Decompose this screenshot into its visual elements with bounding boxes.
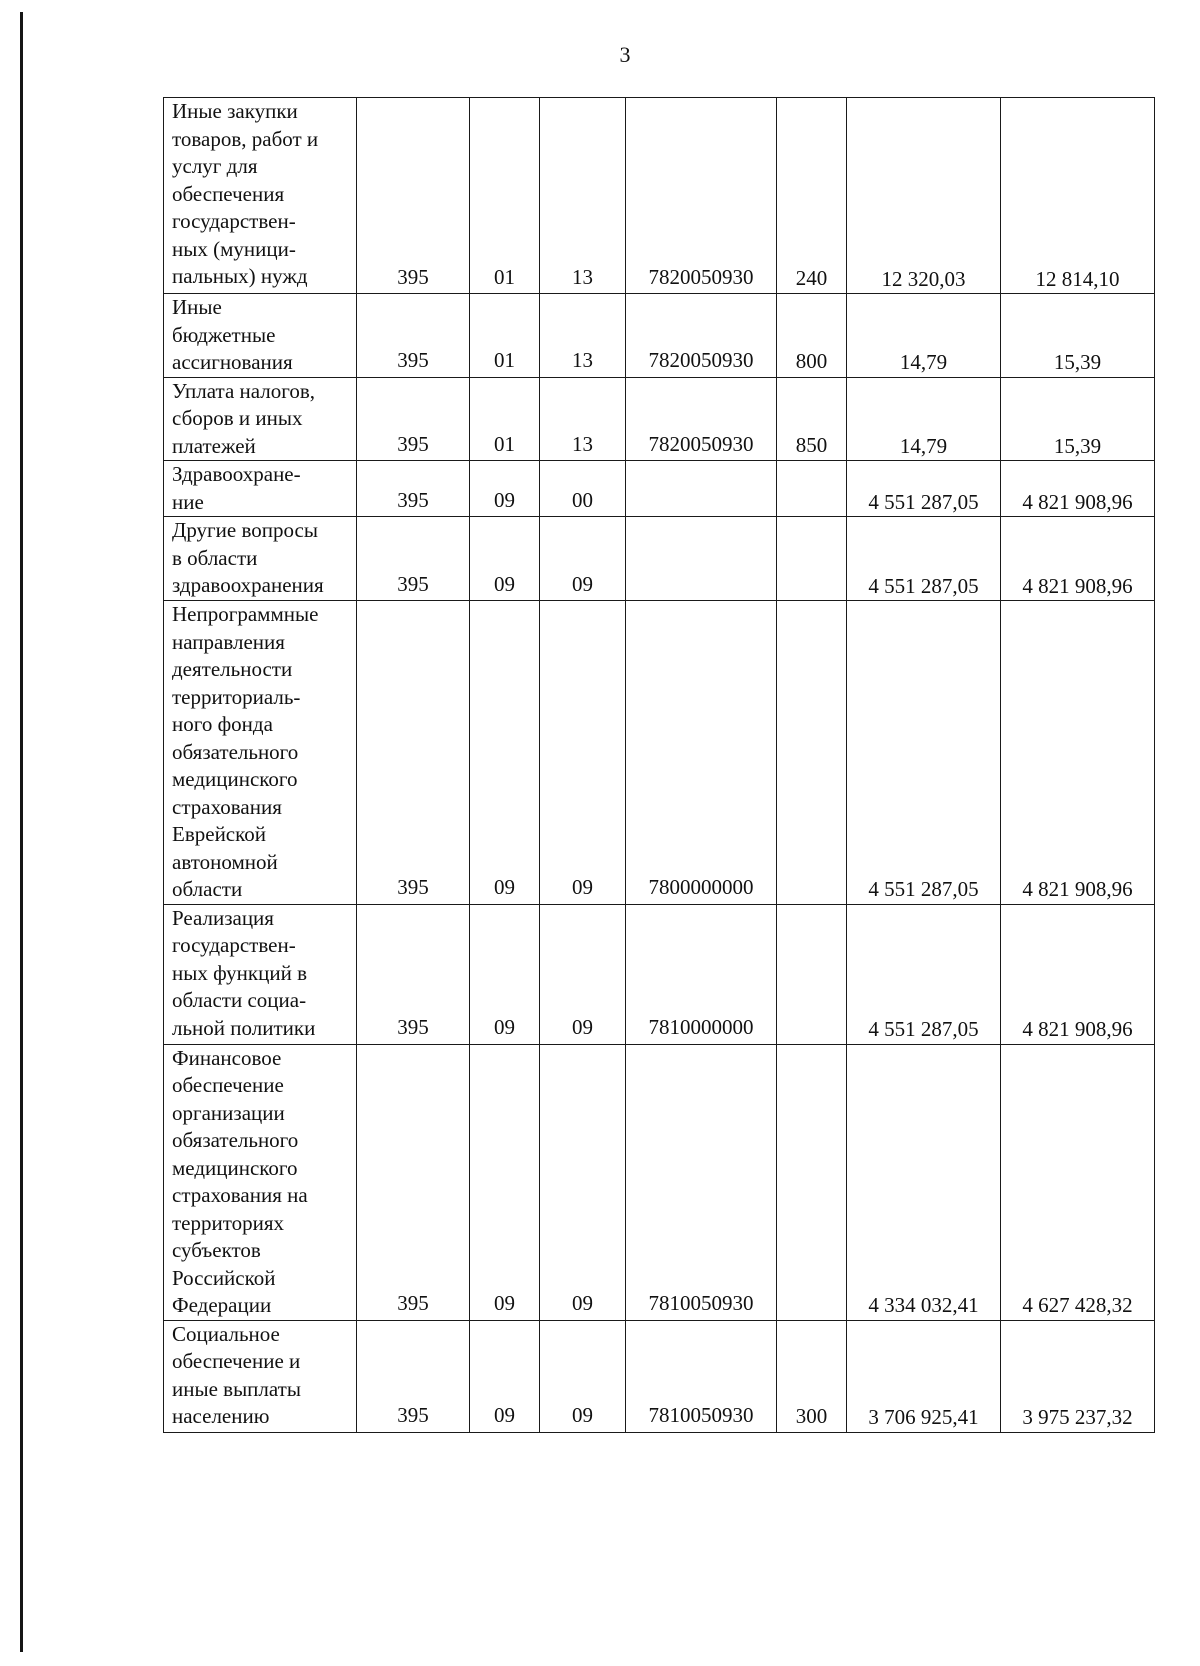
budget-table [163, 97, 1155, 1433]
section-code: 09 [470, 1320, 540, 1432]
expense-type-code [777, 601, 847, 905]
section-code: 09 [470, 601, 540, 905]
expense-type-code: 300 [777, 1320, 847, 1432]
table-row [164, 517, 1155, 601]
amount-year-2: 4 821 908,96 [1001, 904, 1155, 1044]
row-name: Здравоохране- ние [164, 461, 357, 517]
section-code: 01 [470, 377, 540, 461]
table-row [164, 294, 1155, 378]
table-row [164, 98, 1155, 294]
grbs-code: 395 [357, 1044, 470, 1320]
grbs-code: 395 [357, 1320, 470, 1432]
expense-type-code: 800 [777, 294, 847, 378]
amount-year-2: 12 814,10 [1001, 98, 1155, 294]
grbs-code: 395 [357, 294, 470, 378]
amount-year-1: 4 551 287,05 [847, 904, 1001, 1044]
table-row [164, 601, 1155, 905]
table-row [164, 377, 1155, 461]
subsection-code: 09 [540, 1044, 626, 1320]
grbs-code: 395 [357, 377, 470, 461]
amount-year-2: 4 627 428,32 [1001, 1044, 1155, 1320]
subsection-code: 09 [540, 904, 626, 1044]
section-code: 09 [470, 1044, 540, 1320]
row-name: Другие вопросы в области здравоохранения [164, 517, 357, 601]
target-article-code: 7810000000 [626, 904, 777, 1044]
row-name: Социальное обеспечение и иные выплаты населению [164, 1320, 357, 1432]
amount-year-1: 14,79 [847, 294, 1001, 378]
amount-year-2: 4 821 908,96 [1001, 461, 1155, 517]
row-name: Иные бюджетные ассигнования [164, 294, 357, 378]
subsection-code: 09 [540, 1320, 626, 1432]
expense-type-code: 240 [777, 98, 847, 294]
subsection-code: 00 [540, 461, 626, 517]
table-row [164, 1044, 1155, 1320]
row-name: Иные закупки товаров, работ и услуг для обеспечения государствен- ных (муници- пальных) нужд [164, 98, 357, 294]
target-article-code: 7810050930 [626, 1320, 777, 1432]
section-code: 09 [470, 461, 540, 517]
grbs-code: 395 [357, 98, 470, 294]
target-article-code [626, 461, 777, 517]
subsection-code: 13 [540, 98, 626, 294]
row-name: Реализация государствен- ных функций в области социа- льной политики [164, 904, 357, 1044]
row-name: Уплата налогов, сборов и иных платежей [164, 377, 357, 461]
amount-year-2: 3 975 237,32 [1001, 1320, 1155, 1432]
section-code: 09 [470, 517, 540, 601]
table-row [164, 461, 1155, 517]
grbs-code: 395 [357, 904, 470, 1044]
amount-year-1: 4 551 287,05 [847, 517, 1001, 601]
amount-year-1: 3 706 925,41 [847, 1320, 1001, 1432]
amount-year-2: 15,39 [1001, 377, 1155, 461]
expense-type-code: 850 [777, 377, 847, 461]
subsection-code: 13 [540, 294, 626, 378]
grbs-code: 395 [357, 517, 470, 601]
amount-year-2: 4 821 908,96 [1001, 601, 1155, 905]
grbs-code: 395 [357, 601, 470, 905]
page-number: 3 [619, 42, 631, 67]
expense-type-code [777, 904, 847, 1044]
target-article-code: 7810050930 [626, 1044, 777, 1320]
row-name: Финансовое обеспечение организации обязательного медицинского страхования на территориях субъектов Российской Федерации [164, 1044, 357, 1320]
section-code: 01 [470, 98, 540, 294]
amount-year-1: 14,79 [847, 377, 1001, 461]
amount-year-2: 15,39 [1001, 294, 1155, 378]
section-code: 09 [470, 904, 540, 1044]
section-code: 01 [470, 294, 540, 378]
amount-year-1: 4 551 287,05 [847, 461, 1001, 517]
subsection-code: 09 [540, 517, 626, 601]
table-row [164, 904, 1155, 1044]
target-article-code: 7820050930 [626, 377, 777, 461]
table-row [164, 1320, 1155, 1432]
target-article-code: 7800000000 [626, 601, 777, 905]
row-name: Непрограммные направления деятельности территориаль- ного фонда обязательного медицинского страхования Еврейской автономной области [164, 601, 357, 905]
amount-year-1: 4 551 287,05 [847, 601, 1001, 905]
expense-type-code [777, 517, 847, 601]
margin-binding-line [20, 12, 23, 1652]
expense-type-code [777, 1044, 847, 1320]
target-article-code [626, 517, 777, 601]
amount-year-1: 12 320,03 [847, 98, 1001, 294]
amount-year-2: 4 821 908,96 [1001, 517, 1155, 601]
target-article-code: 7820050930 [626, 98, 777, 294]
subsection-code: 13 [540, 377, 626, 461]
expense-type-code [777, 461, 847, 517]
subsection-code: 09 [540, 601, 626, 905]
amount-year-1: 4 334 032,41 [847, 1044, 1001, 1320]
grbs-code: 395 [357, 461, 470, 517]
target-article-code: 7820050930 [626, 294, 777, 378]
